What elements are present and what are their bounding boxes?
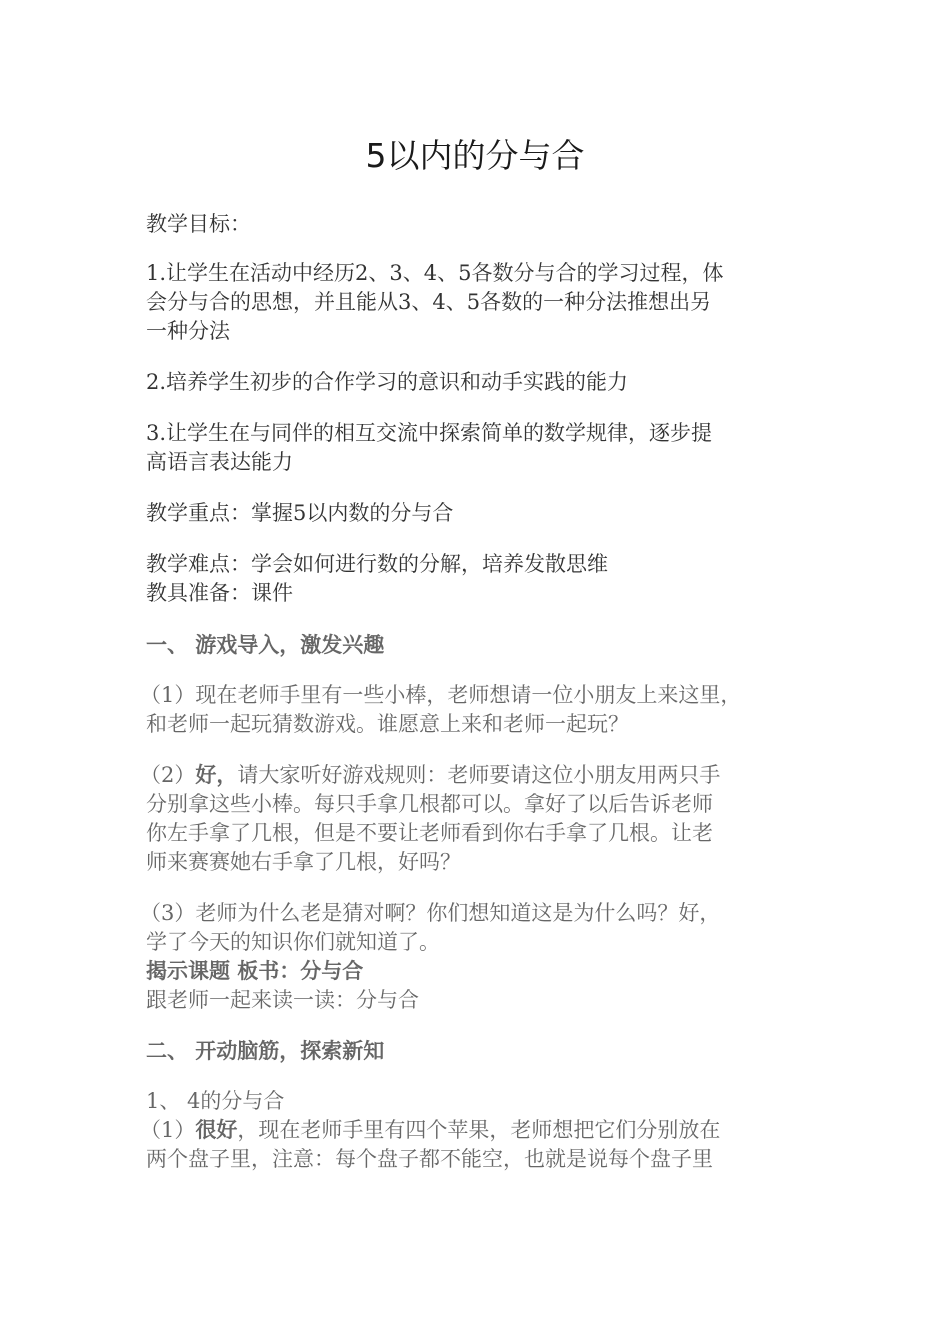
- objective-3-line-1: 3.让学生在与同伴的相互交流中探索简单的数学规律，逐步提: [146, 421, 713, 445]
- s2-p1-line-1: [140, 1116, 720, 1145]
- s2-item-1: 1、 4的分与合: [146, 1089, 285, 1113]
- page-title: 5以内的分与合: [365, 136, 585, 175]
- s1-p2-line-4: 师来赛赛她右手拿了几根，好吗？: [146, 850, 461, 874]
- s2-p1-bold: 很好: [195, 1118, 238, 1142]
- s1-p2-line-3: 你左手拿了几根，但是不要让老师看到你右手拿了几根。让老: [146, 821, 713, 845]
- objective-1-line-1: 1.让学生在活动中经历2、3、4、5各数分与合的学习过程，体: [146, 261, 724, 285]
- objective-3-line-2: 高语言表达能力: [146, 450, 293, 474]
- s2-p1-prefix: （1）: [140, 1118, 196, 1142]
- s1-p1-line-2: 和老师一起玩猜数游戏。谁愿意上来和老师一起玩？: [146, 712, 629, 736]
- s1-p2-line-1: [140, 761, 720, 790]
- objectives-heading: 教学目标：: [146, 212, 251, 236]
- s1-p2-prefix: （2）: [140, 763, 196, 787]
- s1-p2-line-2: 分别拿这些小棒。每只手拿几根都可以。拿好了以后告诉老师: [146, 792, 713, 816]
- objective-1-line-2: 会分与合的思想，并且能从3、4、5各数的一种分法推想出另: [146, 290, 712, 314]
- s1-p3-line-2: 学了今天的知识你们就知道了。: [146, 930, 440, 954]
- section-1-heading: 一、 游戏导入，激发兴趣: [146, 633, 385, 657]
- key-point: 教学重点：掌握5以内数的分与合: [146, 501, 454, 525]
- s2-p1-line-2: 两个盘子里，注意：每个盘子都不能空，也就是说每个盘子里: [146, 1147, 713, 1171]
- s1-p2-bold: 好，: [195, 763, 238, 787]
- s1-p2-rest: 请大家听好游戏规则：老师要请这位小朋友用两只手: [237, 763, 721, 787]
- s2-p1-rest: ，现在老师手里有四个苹果，老师想把它们分别放在: [237, 1118, 721, 1142]
- difficulty: 教学难点：学会如何进行数的分解，培养发散思维: [146, 552, 608, 576]
- section-2-heading: 二、 开动脑筋，探索新知: [146, 1039, 385, 1063]
- objective-2: 2.培养学生初步的合作学习的意识和动手实践的能力: [146, 370, 629, 394]
- s1-p1-line-1: （1）现在老师手里有一些小棒，老师想请一位小朋友上来这里，: [140, 683, 742, 707]
- reveal-topic: 揭示课题 板书：分与合: [146, 959, 364, 983]
- materials: 教具准备：课件: [146, 581, 293, 605]
- s1-p3-line-1: （3）老师为什么老是猜对啊？你们想知道这是为什么吗？好，: [140, 901, 721, 925]
- read-along: 跟老师一起来读一读：分与合: [146, 988, 419, 1012]
- objective-1-line-3: 一种分法: [146, 319, 230, 343]
